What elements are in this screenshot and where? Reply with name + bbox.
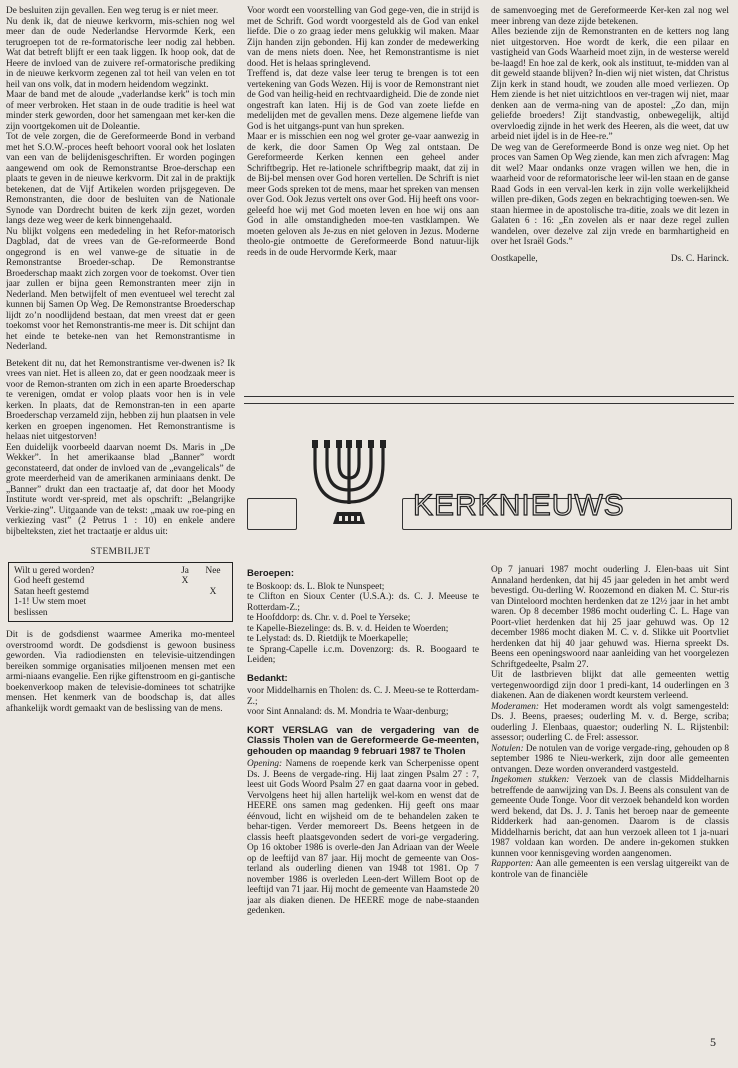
- ballot-answer-nee: [199, 597, 227, 608]
- ballot-answer-ja: [171, 587, 199, 598]
- paragraph-text: De notulen van de vorige vergade-ring, gehouden op 8 september 1986 te Nieu-werkerk, zijn door alle gemeenten ontvangen. Deze worden onveranderd vastgesteld.: [491, 743, 729, 775]
- paragraph-text: Aan alle gemeenten is een verslag uitgereikt van de kontrole van de financiële: [491, 859, 729, 880]
- paragraph-label: Moderamen:: [491, 701, 540, 712]
- ballot-row: [14, 587, 227, 598]
- paragraph: Tot de vele zorgen, die de Gereformeerde Bond in verband met het S.O.W.-proces heeft behoort vooral ook het loslaten van een van de belijdenisgeschriften. Er worden pogingen aangewend om ook de Remonstrantse Broe-derschap een plaats te geven in de nieuwe kerkvorm. Dit zal in de praktijk betekenen, dat de Vijf Artikelen worden prijsgegeven. De Remonstranten, die door de besluiten van de Nationale Synode van Dordrecht buiten de kerk zijn gezet, worden langs deze weg weer de kerk binnengehaald.: [6, 132, 235, 226]
- paragraph: De weg van de Gereformeerde Bond is onze weg niet. Op het proces van Samen Op Weg ziende, kan men zich afvragen: Mag dit wel? Maar ondanks onze vragen willen we hen, die in waarheid voor de reformatorische leer wil-len staan en de ganse Raad Gods in een verval-len kerk in zijn volle werkelijkheid willen pre-diken, Gods zegen en bekrachtiging toewen-sen. We staan hiermee in de apostolische tra-ditie, zoals we dit lezen in Galaten 6 : 16: „En zovelen als er naar deze regel zullen wandelen, over dezelve zal zijn vrede en barmhartigheid en over het Israël Gods.”: [491, 142, 729, 247]
- ballot-row: [14, 576, 227, 587]
- ballot-row: [14, 566, 227, 577]
- paragraph-label: Opening:: [247, 759, 283, 769]
- column-1: [6, 6, 235, 1061]
- paragraph: De besluiten zijn gevallen. Een weg terug is er niet meer.: [6, 6, 219, 16]
- paragraph: [491, 702, 729, 744]
- kerknieuws-column-left: [247, 565, 479, 1061]
- menorah-icon: [299, 434, 399, 529]
- paragraph: Nu blijkt volgens een mededeling in het Refor-matorisch Dagblad, dat de vrees van de Ge-reformeerde Bond ongegrond is en wel vanwe-ge de situatie in de Remonstrantse Broeder-schap. De Remonstrantse Broederschap maakt zich zorgen voor de toekomst. Over tien jaar zullen er bijna geen Remonstranten meer zijn in Nederland. Men betwijfelt of men eventueel wel terecht zal kunnen bij Samen Op Weg. De Remonstrantse Broederschap lijdt zo’n noodlijdend bestaan, dat men vreest dat er geen toekomst voor het Remonstrantis-me meer is. Dit schijnt dan het einde te beteke-nen van het Remonstrantisme in Nederland.: [6, 226, 235, 352]
- ballot-question: Satan heeft gestemd: [14, 586, 89, 597]
- signature: [491, 254, 729, 265]
- paragraph-text: Het moderamen wordt als volgt samengesteld: Ds. J. Beens, praeses; ouderling M. v. d. Berge, scriba; ouderling J. Elenbaas, quaestor; ouderling N. L. Rijstenbil: assessor; ouderling C. de Frel: assessor.: [491, 701, 729, 743]
- paragraph: Dit is de godsdienst waarmee Amerika mo-menteel overstroomd wordt. De godsdienst is gewoon business geworden. Via radiodiensten en televisie-uitzendingen bereiken sommige organisaties miljoenen mensen met een armi-niaans evangelie. Een rijke giftenstroom en gi-gantische boekenverkoop maken de televisie-dominees tot schatrijke mensen. Het kenmerk van de boodschap is, dat alles afhankelijk wordt gemaakt van de beslissing van de mens.: [6, 630, 235, 714]
- ballot-answer-ja: Ja: [181, 565, 189, 576]
- ballot-answer-nee: [199, 576, 227, 587]
- ballot-row: [14, 597, 227, 608]
- list-item: te Lelystad: ds. D. Rietdijk te Moerkapelle;: [247, 634, 409, 644]
- divider: [244, 403, 734, 404]
- paragraph: [491, 775, 729, 859]
- section-heading: Bedankt:: [247, 672, 288, 684]
- ballot-answer-nee: Nee: [205, 565, 221, 576]
- kerknieuws-column-right: [491, 565, 729, 1045]
- stembiljet-box: [8, 562, 233, 623]
- ballot-question: God heeft gestemd: [14, 576, 85, 586]
- paragraph-text: Verzoek van de classis Middelharnis betreffende de aanwijzing van Ds. J. Beens als consulent van de gemeente Oude Tonge. Voor dit verzoek behandeld kon worden werd bekend, dat Ds. J. J. Tanis het beroep naar de gemeente Ridderkerk had aan-genomen. Daarom is de classis Middelharnis bericht, dat aan hun verzoek alleen tot 1 ja-nuari 1987 voldaan kan worden. De andere in-gekomen stukken kunnen voor kennisgeving worden aangenomen.: [491, 775, 729, 859]
- signature-place: Oostkapelle,: [491, 253, 538, 264]
- paragraph: Alles beziende zijn de Remonstranten en de ketters nog lang niet uitgestorven. Hoe wordt de kerk, die een pilaar en vastigheid van Gods Waarheid moet zijn, in de westerse wereld be-laagd! En hoe zal de kerk, ook als instituut, te-midden van al dit geweld staande blijven? In-dien wij niet wisten, dat Christus Zijn kerk in stand houdt, we zouden alle moed verliezen. Op Hem ziende is het niet uitzichtloos en ver-tragen wij niet, maar denken aan de verma-ning van de apostel: „Zo dan, mijn geliefde broeders! Zijt standvastig, onbewegelijk, altijd overvloedig zijnde in het werk des Heeren, als die weet, dat uw arbeid niet ijdel is in de Hee-re.”: [491, 27, 729, 142]
- column-2: [247, 6, 479, 371]
- paragraph-label: Rapporten:: [491, 859, 534, 869]
- ballot-question: beslissen: [14, 607, 48, 618]
- paragraph-label: Notulen:: [491, 743, 524, 754]
- paragraph: Maar er is misschien een nog wel groter ge-vaar aanwezig in de kerk, die door Samen Op Weg zal ontstaan. De Gereformeerde Kerken kennen een geheel ander Schriftbegrip. Het re-lationele schriftbegrip maakt, dat zij in de Bij-bel mensen over God horen vertellen. De Schrift is niet meer Gods spreken tot de mens, maar het spreken van mensen over God. Ook Jezus vertelt ons over God. Hij heeft ons voor-geleefd hoe wij met God moeten leven en hoe wij ons aan God in alle omstandigheden moe-ten vastklampen. We moeten geloven als Je-zus en niet geloven in Jezus. Moderne theolo-gie ontmoette de Gereformeerde Bond natuur-lijk reeds in de oude Hervormde Kerk, maar: [247, 132, 479, 258]
- paragraph: Op 7 januari 1987 mocht ouderling J. Elen-baas uit Sint Annaland herdenken, dat hij 45 jaar geleden in het ambt werd bevestigd. Ou-derling W. Roozemond en diaken M. C. Stur-ris van Dinteloord mochten herdenken dat ze 12½ jaar in het ambt waren. Op 8 december 1986 mocht ouderling C. L. Hage van Poort-vliet herdenken dat hij 25 jaar gehuwd was. Op 12 december 1986 mocht diaken M. C. v. d. Slikke uit Poortvliet herdenken dat hij 40 jaar gehuwd was. Hierna spreekt Ds. Beens een openingswoord naar aanleiding van het voorgelezen Schriftgedeelte, Psalm 27.: [491, 565, 729, 670]
- paragraph: [491, 744, 729, 776]
- stembiljet-title: STEMBILJET: [90, 547, 151, 557]
- paragraph: Uit de lastbrieven blijkt dat alle gemeenten wettig vertegenwoordigd zijn door 1 predi-kant, 14 ouderlingen en 3 diakenen. Aan de diakenen wordt keurstem verleend.: [491, 670, 729, 701]
- ballot-answer-ja: X: [181, 576, 189, 586]
- ballot-question: 1-1! Uw stem moet: [14, 597, 87, 607]
- paragraph: [247, 759, 479, 917]
- list-item: voor Middelharnis en Tholen: ds. C. J. Meeu-se te Rotterdam-Z.;: [247, 686, 479, 707]
- ballot-question: Wilt u gered worden?: [14, 565, 95, 576]
- kerknieuws-banner: [247, 470, 732, 560]
- paragraph: Maar de band met de aloude „vaderlandse kerk” is toch min of meer verbroken. Het staan in de oude traditie is heel wat minder sterk geworden, door het samengaan met ker-ken die zijn voortgekomen uit de Doleantie.: [6, 90, 235, 132]
- paragraph-label: Ingekomen stukken:: [491, 775, 570, 785]
- banner-title: KERKNIEUWS: [413, 489, 625, 522]
- page-number: 5: [710, 1035, 716, 1049]
- paragraph: Een duidelijk voorbeeld daarvan noemt Ds. Maris in „De Wekker”. In het amerikaanse blad „Banner” wordt geconstateerd, dat onder de invloed van de „evangelicals” de grote meerderheid van de amerikanen arminiaans denkt. De „Banner” drukt dan een tractaatje af, dat door het Moody Institute wordt ver-spreid, met als opschrift: „Belangrijke Verkie-zing”. Uitgaande van de tekst: „maak uw roe-ping en verkiezing vast” (2 Petrus 1 : 10) en enkele andere bijbelteksten, ziet het tractaatje er aldus uit:: [6, 442, 235, 537]
- list-item: te Hoofddorp: ds. Chr. v. d. Poel te Yerseke;: [247, 613, 411, 623]
- list-item: te Kapelle-Biezelinge: ds. B. v. d. Heiden te Woerden;: [247, 623, 449, 634]
- list-item: te Boskoop: ds. L. Blok te Nunspeet;: [247, 581, 385, 592]
- paragraph: Voor wordt een voorstelling van God gege-ven, die in strijd is met de Schrift. God wordt voorgesteld als de God van enkel liefde. Die o zo graag ieder mens gelukkig wil maken. Maar Zijn handen zijn gebonden. Hij kan zonder de medewerking van de mens niets doen. Nee, het Remonstrantisme is niet dood. Het is helaas springlevend.: [247, 6, 479, 69]
- list-item: te Sprang-Capelle i.c.m. Dovenzorg: ds. R. Boogaard te Leiden;: [247, 644, 479, 665]
- paragraph: Betekent dit nu, dat het Remonstrantisme ver-dwenen is? Ik vrees van niet. Het is alleen zo, dat er geen noodzaak meer is voor de Remon-stranten om zich in een aparte Broederschap te verenigen, omdat er volop plaats voor hen is in vele kerken. In plaats, dat de Remonstran-ten in een aparte Broederschap verzameld zijn, hebben zij hun plaatsen in vele kerken en groepen ingenomen. Het Remonstrantisme is helaas niet uitgestorven!: [6, 358, 235, 442]
- paragraph: Nu denk ik, dat de nieuwe kerkvorm, mis-schien nog wel meer dan de oude Nederlandse Hervormde Kerk, een terugroepen tot de re-formatorische leer nodig zal hebben. Wat dat betreft blijft er een taak liggen. Ik hoop ook, dat de Heere de invloed van de zuivere ref-ormatorische prediking in de nieuwe kerkvorm zegenen zal tot heil van velen en tot heil van ons volk, dat in modern heidendom wegzinkt.: [6, 16, 235, 90]
- list-item: voor Sint Annaland: ds. M. Mondria te Waar-denburg;: [247, 707, 449, 717]
- list-item: te Clifton en Sioux Center (U.S.A.): ds. C. J. Meeuse te Rotterdam-Z.;: [247, 592, 479, 613]
- banner-bar-left: [247, 498, 297, 530]
- ballot-row: [14, 608, 227, 619]
- paragraph-text: Namens de roepende kerk van Scherpenisse opent Ds. J. Beens de vergade-ring. Hij laat zingen Psalm 27 : 7, leest uit Gods Woord Psalm 27 en gaat daarna voor in gebed. Vervolgens heet hij allen hartelijk wel-kom en wenst dat de HEERE ons samen mag gedenken. Hij geeft ons maar éénvoud, licht en wijsheid om de te behandelen zaken te behar-tigen. Verder memoreert Ds. Beens hetgeen in de classis heeft plaatsgevonden sedert de vori-ge vergadering. Op 16 oktober 1986 is overle-den Jan Adriaan van der Weele op de leeftijd van 87 jaar. Hij mocht de gemeente van Oos-terland als ouderling dienen van 1948 tot 1981. Op 7 november 1986 is overleden Leen-dert Willem Boot op de leeftijd van 71 jaar. Hij mocht de gemeente van Haamstede 20 jaar als diaken dienen. De HEERE moge de nabe-staanden gedenken.: [247, 759, 479, 916]
- paragraph: Treffend is, dat deze valse leer terug te brengen is tot een vertekening van Gods Wezen. Hij is voor de Remonstrant niet de God van heilig-heid en rechtvaardigheid. Die de zonde niet ongestraft kan laten. Hij is de God van zoete liefde en medelijden met de gevallen mens. Deze algemene liefde van God is het uitgangs-punt van hun spreken.: [247, 69, 479, 132]
- paragraph: [491, 859, 729, 880]
- paragraph: de samenvoeging met de Gereformeerde Ker-ken zal nog wel meer inbreng van deze zijde betekenen.: [491, 6, 729, 27]
- section-heading: Beroepen:: [247, 568, 294, 579]
- ballot-answer-nee: [199, 608, 227, 619]
- ballot-answer-ja: [171, 597, 199, 608]
- divider: [244, 396, 734, 397]
- section-heading: KORT VERSLAG van de vergadering van de Classis Tholen van de Gereformeerde Ge-meenten, gehouden op maandag 9 februari 1987 te Tholen: [247, 724, 479, 757]
- signature-name: Ds. C. Harinck.: [670, 253, 729, 264]
- ballot-answer-nee: X: [209, 586, 217, 597]
- column-3: [491, 6, 729, 371]
- ballot-answer-ja: [171, 608, 199, 619]
